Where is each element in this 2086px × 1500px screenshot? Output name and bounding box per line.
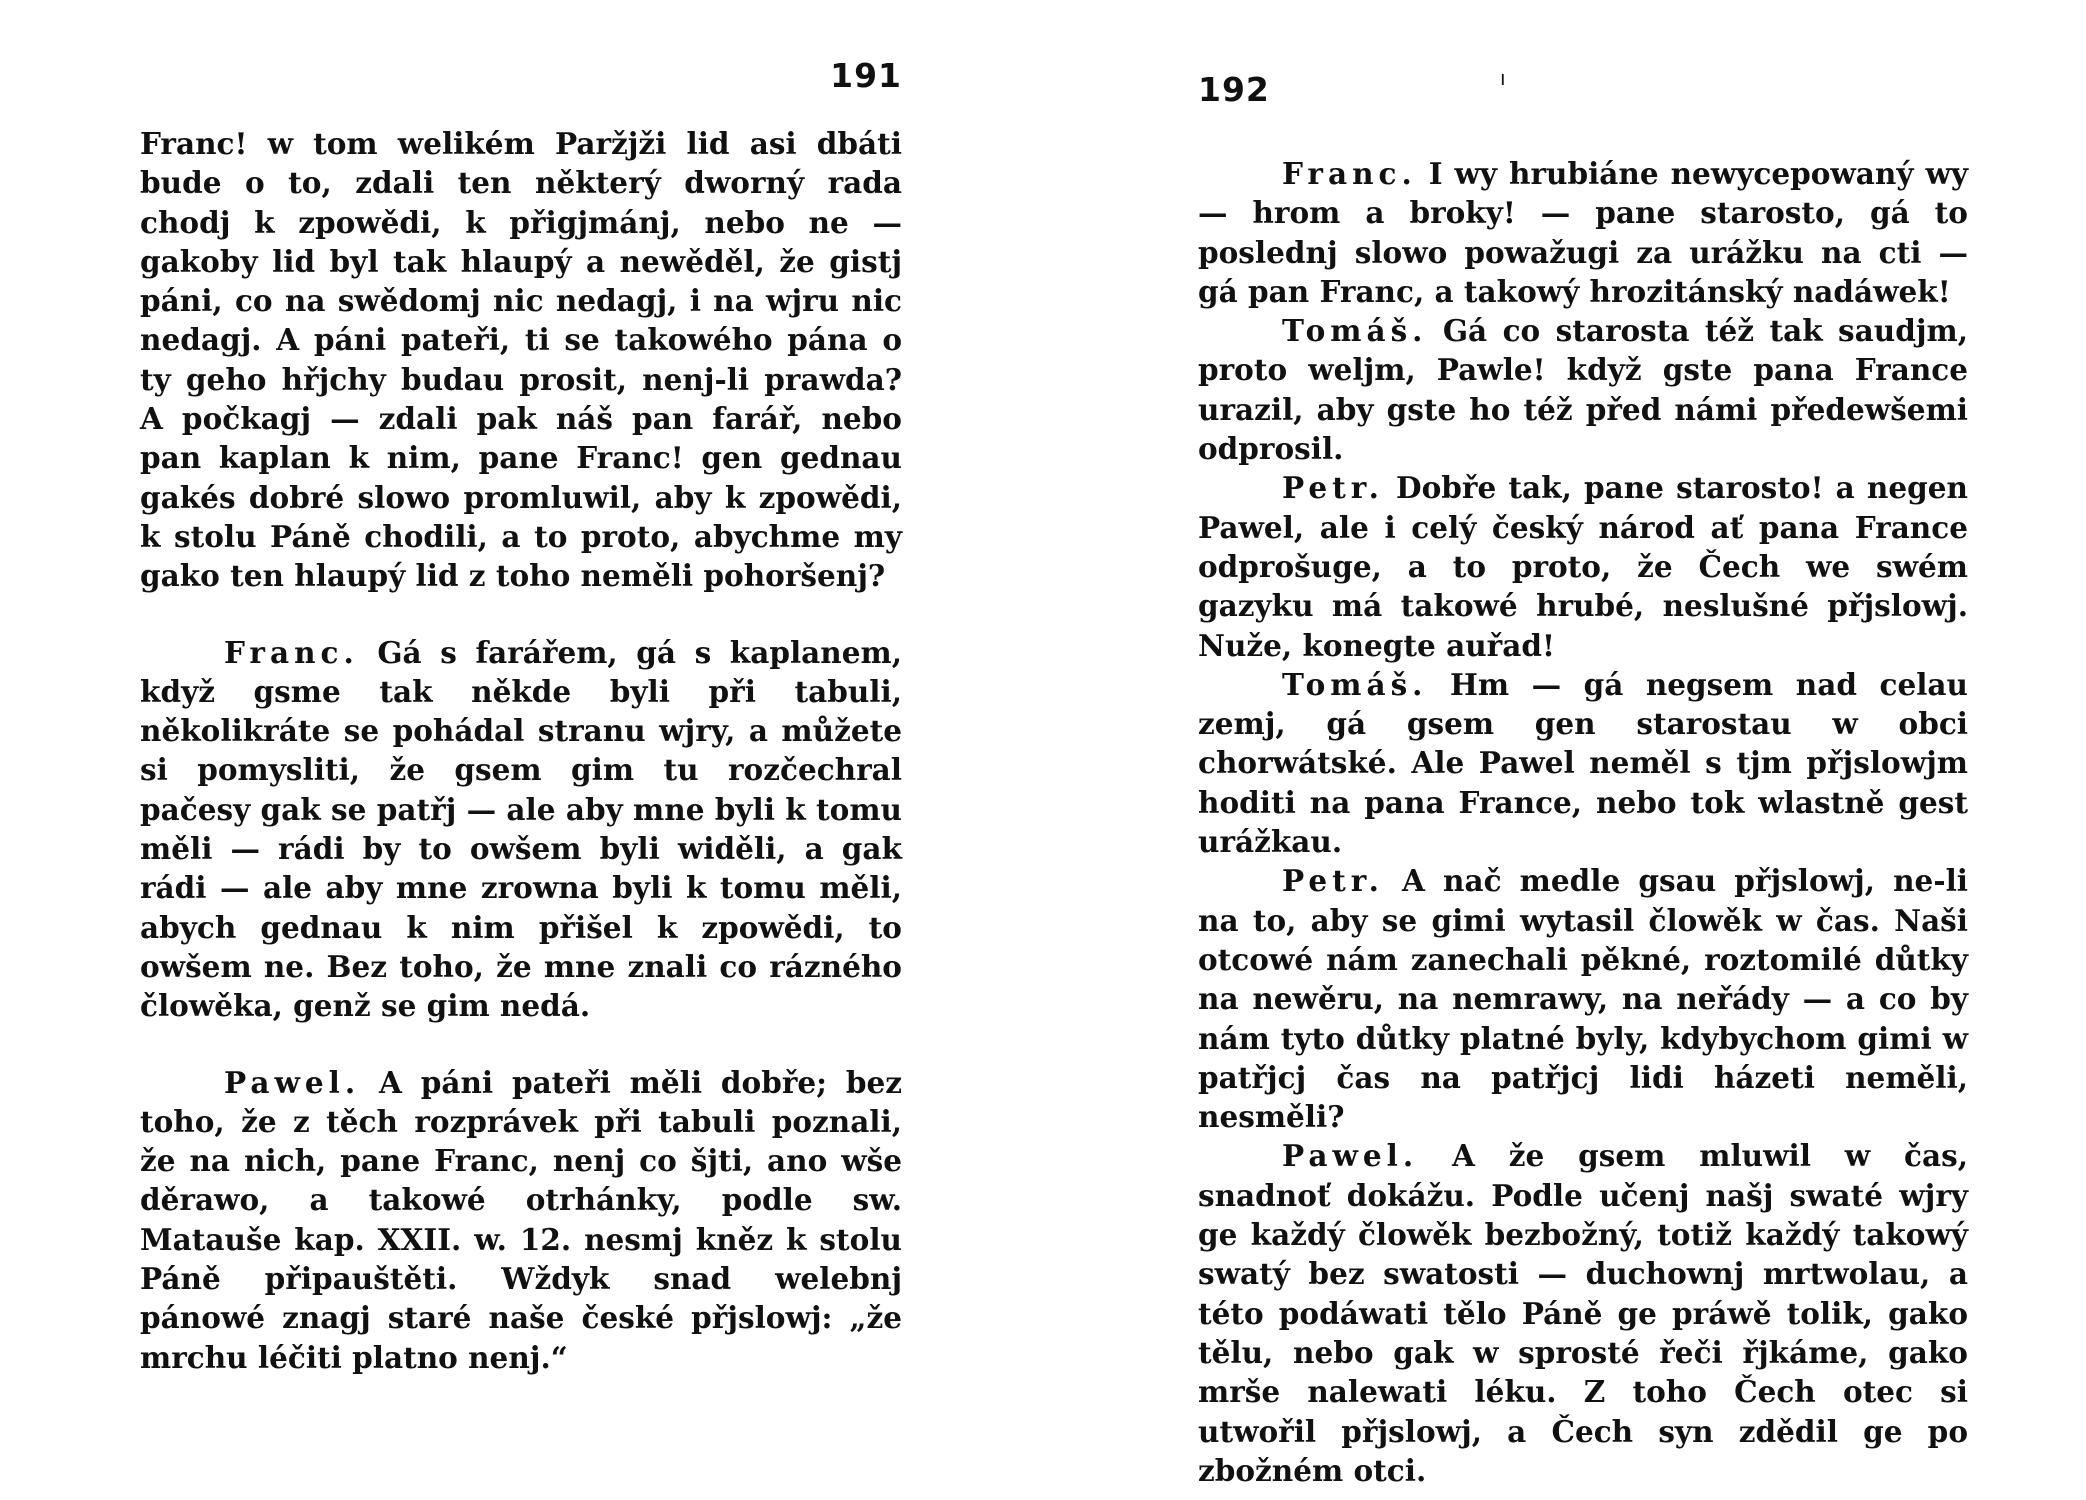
paragraph [1198, 154, 1979, 311]
stray-mark: ı [1500, 66, 1506, 90]
right-page-text [1198, 154, 1979, 1490]
speaker-name: Pawel. [224, 1064, 361, 1100]
speaker-name: Franc. [1282, 156, 1417, 191]
paragraph-text: I wy hrubiáne newycepowaný wy — hrom a broky! — pane starosto, gá to poslednj slowo powažugi za urážku na cti — gá pan Franc, a takowý hrozitánský nadáwek! [1198, 156, 1979, 309]
paragraph-text: A že gsem mluwil w čas, snadnoť dokážu. Podle učenj našj swaté wjry ge každý člowěk bezbožný, totiž každý takowý swatý bez swatosti — duchownj mrtwolau, a této podáwati tělo Páně ge práwě tolik, gako tělu, nebo gak w sprosté řeči řjkáme, gako mrše nalewati léku. Z toho Čech otec si utwořil přjslowj, a Čech syn zdědil ge po zbožném otci. [1198, 1138, 1979, 1488]
paragraph-text: Gá s farářem, gá s kaplanem, když gsme tak někde byli při tabuli, několikráte se pohádal stranu wjry, a můžete si pomysliti, že gsem gim tu rozčechral pačesy gak se patřj — ale aby mne byli k tomu měli — rádi by to owšem byli widěli, a gak rádi — ale aby mne zrowna byli k tomu měli, abych gednau k nim přišel k zpowědi, to owšem ne. Bez toho, že mne znali co rázného člowěka, genž se gim nedá. [140, 634, 913, 1024]
right-page [1198, 0, 1979, 1500]
paragraph [1198, 311, 1979, 468]
paragraph [1198, 1136, 1979, 1490]
paragraph [1198, 861, 1979, 1136]
paragraph-text: A páni pateři měli dobře; bez toho, že z těch rozprávek při tabuli poznali, že na nich, pane Franc, nenj co šjti, ano wše děrawo, a takowé otrhánky, podle sw. Matauše kap. XXII. w. 12. nesmj kněz k stolu Páně připauštěti. Wždyk snad welebnj pánowé znagj staré naše české přjslowj: „že mrchu léčiti platno nenj.“ [140, 1064, 913, 1375]
speaker-name: Tomáš. [1282, 313, 1428, 349]
paragraph [1198, 665, 1979, 861]
paragraph [140, 1063, 913, 1377]
paragraph-text: A nač medle gsau přjslowj, ne-li na to, aby se gimi wytasil člowěk w čas. Naši otcowé nám zanechali pěkné, roztomilé důtky na newěru, na nemrawy, na neřády — a co by nám tyto důtky platné byly, kdybychom gimi w patřjcj čas na patřjcj lidi házeti neměli, nesměli? [1198, 863, 1979, 1135]
speaker-name: Petr. [1282, 470, 1384, 506]
page-number-left: 191 [830, 56, 902, 95]
paragraph [1198, 468, 1979, 664]
paragraph-text: Hm — gá negsem nad celau zemj, gá gsem gen starostau w obci chorwátské. Ale Pawel neměl s tjm přjslowjm hoditi na pana France, nebo tok wlastně gest urážkau. [1198, 666, 1979, 860]
left-page [140, 0, 913, 1500]
left-page-text [140, 124, 913, 1377]
paragraph [140, 633, 913, 1026]
speaker-name: Tomáš. [1282, 666, 1428, 702]
speaker-name: Pawel. [1282, 1138, 1419, 1174]
paragraph [140, 124, 913, 596]
speaker-name: Franc. [224, 634, 359, 670]
paragraph-text: Franc! w tom welikém Paržjži lid asi dbáti bude o to, zdali ten některý dworný rada chodj k zpowědi, k přigjmánj, nebo ne — gakoby lid byl tak hlaupý a newěděl, že gistj páni, co na swědomj nic nedagj, i na wjru nic nedagj. A páni pateři, ti se takowého pána o ty geho hřjchy budau prosit, nenj-li prawda? A počkagj — zdali pak náš pan farář, nebo pan kaplan k nim, pane Franc! gen gednau gakés dobré slowo promluwil, aby k zpowědi, k stolu Páně chodili, a to proto, abychme my gako ten hlaupý lid z toho neměli pohoršenj? [140, 126, 913, 594]
page-number-right: 192 [1198, 70, 1270, 109]
paragraph-text: Gá co starosta též tak saudjm, proto weljm, Pawle! když gste pana France urazil, aby gste ho též před námi předewšemi odprosil. [1198, 313, 1979, 467]
speaker-name: Petr. [1282, 863, 1384, 899]
paragraph-text: Dobře tak, pane starosto! a negen Pawel, ale i celý český národ ať pana France odprošuge, a to proto, že Čech we swém gazyku má takowé hrubé, neslušné přjslowj. Nuže, konegte auřad! [1198, 470, 1979, 663]
